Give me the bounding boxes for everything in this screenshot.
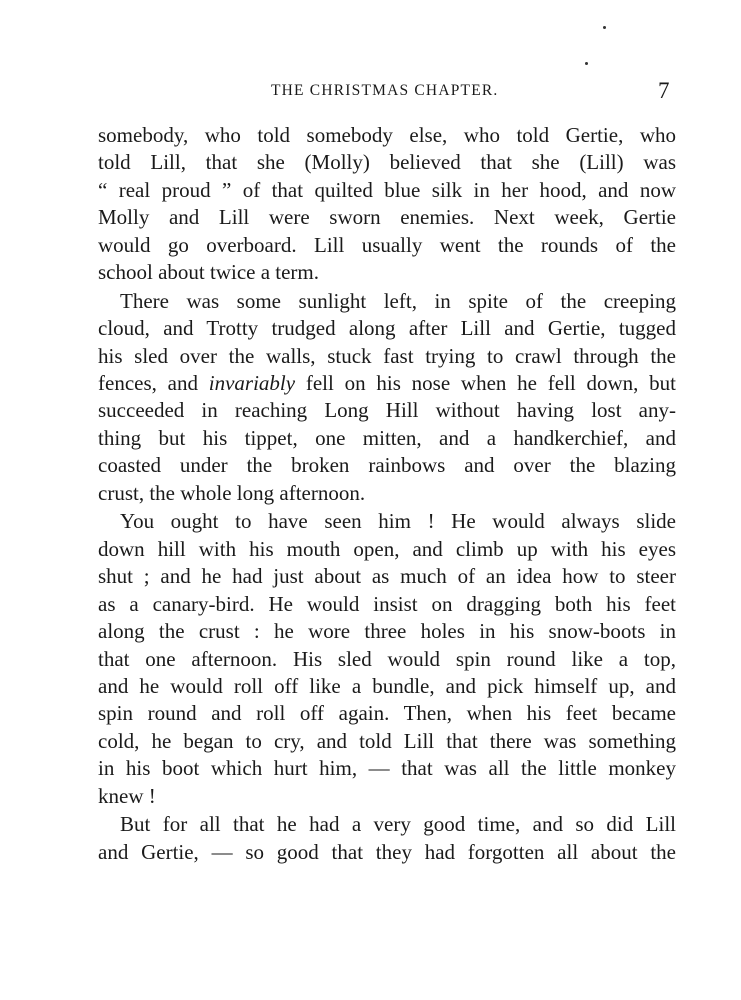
ink-speck: [585, 62, 588, 65]
text-fragment: fell on his nose when he fell down, but: [305, 371, 676, 396]
text-line: succeeded in reaching Long Hill without having lost any-: [98, 398, 676, 423]
text-line: told Lill, that she (Molly) believed that she (Lill) was: [98, 150, 676, 175]
text-line: that one afternoon. His sled would spin round like a top,: [98, 646, 676, 671]
text-line: school about twice a term.: [98, 260, 320, 285]
text-line: cold, he began to cry, and told Lill that there was something: [98, 728, 676, 753]
text-line: thing but his tippet, one mitten, and a handkerchief, and: [98, 425, 676, 450]
paragraph: [98, 811, 676, 866]
text-line: shut ; and he had just about as much of an idea how to steer: [98, 564, 676, 589]
paragraph: [98, 288, 676, 507]
text-line: along the crust : he wore three holes in his snow-boots in: [98, 619, 676, 644]
text-line: There was some sunlight left, in spite of the creeping: [120, 288, 676, 313]
text-line: and Gertie, — so good that they had forgotten all about the: [98, 839, 676, 864]
paragraph: [98, 508, 676, 809]
text-line: down hill with his mouth open, and climb up with his eyes: [98, 536, 676, 561]
text-line: in his boot which hurt him, — that was all the little monkey: [98, 756, 676, 781]
text-line: as a canary-bird. He would insist on dragging both his feet: [98, 591, 676, 616]
text-line: spin round and roll off again. Then, when his feet became: [98, 701, 676, 726]
text-line: somebody, who told somebody else, who told Gertie, who: [98, 123, 676, 147]
paragraph: [98, 122, 676, 286]
ink-speck: [603, 26, 606, 29]
text-line: knew !: [98, 783, 156, 808]
page-number: 7: [658, 78, 670, 103]
text-line: [98, 370, 676, 397]
text-line: coasted under the broken rainbows and over the blazing: [98, 453, 676, 478]
text-line: crust, the whole long afternoon.: [98, 480, 366, 505]
text-line: his sled over the walls, stuck fast trying to crawl through the: [98, 343, 676, 368]
italic-word: invariably: [208, 371, 296, 396]
text-line: “ real proud ” of that quilted blue silk in her hood, and now: [98, 177, 676, 202]
body-text: [98, 122, 676, 868]
page-header: [0, 80, 741, 104]
text-fragment: fences, and: [98, 371, 198, 396]
text-line: But for all that he had a very good time, and so did Lill: [120, 812, 676, 837]
text-line: You ought to have seen him ! He would always slide: [120, 509, 676, 534]
text-line: cloud, and Trotty trudged along after Lill and Gertie, tugged: [98, 316, 676, 341]
text-line: and he would roll off like a bundle, and pick himself up, and: [98, 673, 676, 698]
text-line: Molly and Lill were sworn enemies. Next week, Gertie: [98, 205, 676, 230]
text-line: would go overboard. Lill usually went the rounds of the: [98, 232, 676, 257]
running-title: THE CHRISTMAS CHAPTER.: [271, 82, 499, 99]
